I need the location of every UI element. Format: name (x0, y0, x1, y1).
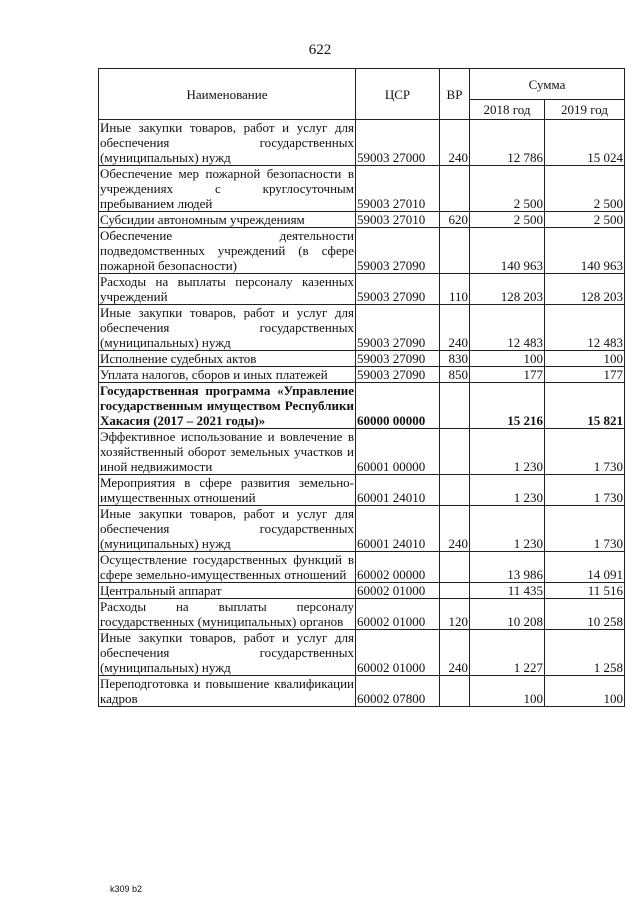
row-sum-2018: 10 208 (470, 599, 545, 630)
footer-code: k309 b2 (110, 884, 143, 894)
row-name: Расходы на выплаты персоналу казенных учреждений (100, 274, 354, 304)
table-row (99, 228, 625, 274)
row-sum-2018: 100 (470, 676, 545, 707)
header-year-2018: 2018 год (470, 100, 545, 120)
row-name: Осуществление государственных функций в сфере земельно-имущественных отношений (100, 552, 354, 582)
row-sum-2018: 100 (470, 351, 545, 367)
row-name: Иные закупки товаров, работ и услуг для обеспечения государственных (муниципальных) нужд (100, 120, 354, 165)
row-csr: 59003 27000 (356, 120, 440, 166)
header-csr: ЦСР (356, 69, 440, 120)
row-sum-2019: 100 (545, 351, 625, 367)
row-sum-2018: 11 435 (470, 583, 545, 599)
row-name: Субсидии автономным учреждениям (99, 212, 356, 228)
row-csr: 60002 01000 (356, 599, 440, 630)
row-sum-2019: 2 500 (545, 212, 625, 228)
row-name: Уплата налогов, сборов и иных платежей (99, 367, 356, 383)
row-vr: 240 (440, 630, 470, 676)
row-sum-2019: 177 (545, 367, 625, 383)
row-sum-2019: 14 091 (545, 552, 625, 583)
row-name: Иные закупки товаров, работ и услуг для обеспечения государственных (муниципальных) нужд (100, 630, 354, 675)
table-row (99, 212, 625, 228)
row-name: Обеспечение деятельности подведомственных учреждений (в сфере пожарной безопасности) (100, 228, 354, 273)
row-sum-2019: 15 024 (545, 120, 625, 166)
row-vr (440, 583, 470, 599)
table-row (99, 552, 625, 583)
table-row (99, 120, 625, 166)
row-csr: 60001 00000 (356, 429, 440, 475)
header-name: Наименование (99, 69, 356, 120)
row-sum-2018: 1 227 (470, 630, 545, 676)
row-name: Иные закупки товаров, работ и услуг для обеспечения государственных (муниципальных) нужд (100, 506, 354, 551)
row-csr: 60002 01000 (356, 583, 440, 599)
row-csr: 60002 00000 (356, 552, 440, 583)
row-csr: 59003 27090 (356, 274, 440, 305)
row-sum-2019: 1 730 (545, 506, 625, 552)
row-vr (440, 166, 470, 212)
row-name: Государственная программа «Управление государственным имуществом Республики Хакасия (2017 – 2021 годы)» (100, 383, 354, 428)
row-sum-2019: 10 258 (545, 599, 625, 630)
row-name: Эффективное использование и вовлечение в хозяйственный оборот земельных участков и иной недвижимости (100, 429, 354, 474)
row-name: Обеспечение мер пожарной безопасности в учреждениях с круглосуточным пребыванием людей (100, 166, 354, 211)
row-sum-2019: 100 (545, 676, 625, 707)
row-sum-2019: 11 516 (545, 583, 625, 599)
table-row (99, 506, 625, 552)
row-sum-2018: 128 203 (470, 274, 545, 305)
row-sum-2018: 2 500 (470, 166, 545, 212)
row-vr: 850 (440, 367, 470, 383)
table-row (99, 475, 625, 506)
row-sum-2019: 128 203 (545, 274, 625, 305)
row-name: Переподготовка и повышение квалификации кадров (100, 676, 354, 706)
row-sum-2018: 1 230 (470, 429, 545, 475)
header-year-2019: 2019 год (545, 100, 625, 120)
page-number: 622 (308, 42, 332, 58)
row-csr: 59003 27090 (356, 367, 440, 383)
row-name: Исполнение судебных актов (99, 351, 356, 367)
row-csr: 60002 01000 (356, 630, 440, 676)
row-csr: 60000 00000 (356, 383, 440, 429)
table-row (99, 630, 625, 676)
row-sum-2019: 140 963 (545, 228, 625, 274)
table-row (99, 383, 625, 429)
table-row (99, 676, 625, 707)
row-csr: 59003 27090 (356, 305, 440, 351)
row-sum-2019: 2 500 (545, 166, 625, 212)
row-sum-2019: 15 821 (545, 383, 625, 429)
row-sum-2018: 13 986 (470, 552, 545, 583)
row-sum-2019: 1 730 (545, 475, 625, 506)
row-vr (440, 552, 470, 583)
table-row (99, 351, 625, 367)
table-row (99, 583, 625, 599)
row-csr: 59003 27010 (356, 166, 440, 212)
table-row (99, 599, 625, 630)
row-sum-2018: 12 786 (470, 120, 545, 166)
row-vr: 620 (440, 212, 470, 228)
table-row (99, 429, 625, 475)
row-vr (440, 475, 470, 506)
row-name: Центральный аппарат (99, 583, 356, 599)
header-vr: ВР (440, 69, 470, 120)
row-sum-2019: 12 483 (545, 305, 625, 351)
table-header-row (99, 69, 625, 100)
row-vr: 240 (440, 120, 470, 166)
row-name: Иные закупки товаров, работ и услуг для обеспечения государственных (муниципальных) нужд (100, 305, 354, 350)
row-csr: 60001 24010 (356, 475, 440, 506)
budget-table (98, 68, 625, 707)
row-name: Расходы на выплаты персоналу государственных (муниципальных) органов (100, 599, 354, 629)
row-sum-2018: 177 (470, 367, 545, 383)
row-vr: 240 (440, 305, 470, 351)
row-vr: 110 (440, 274, 470, 305)
header-sum: Сумма (470, 69, 625, 100)
row-csr: 59003 27090 (356, 228, 440, 274)
row-vr: 830 (440, 351, 470, 367)
row-sum-2018: 15 216 (470, 383, 545, 429)
row-sum-2018: 1 230 (470, 475, 545, 506)
row-sum-2018: 12 483 (470, 305, 545, 351)
row-sum-2019: 1 730 (545, 429, 625, 475)
row-sum-2018: 140 963 (470, 228, 545, 274)
row-vr (440, 429, 470, 475)
table-row (99, 166, 625, 212)
row-vr: 120 (440, 599, 470, 630)
row-csr: 60002 07800 (356, 676, 440, 707)
row-csr: 59003 27090 (356, 351, 440, 367)
row-csr: 60001 24010 (356, 506, 440, 552)
row-sum-2018: 1 230 (470, 506, 545, 552)
row-vr (440, 228, 470, 274)
table-row (99, 274, 625, 305)
row-sum-2018: 2 500 (470, 212, 545, 228)
row-vr (440, 383, 470, 429)
table-row (99, 305, 625, 351)
row-sum-2019: 1 258 (545, 630, 625, 676)
row-csr: 59003 27010 (356, 212, 440, 228)
row-name: Мероприятия в сфере развития земельно-имущественных отношений (100, 475, 354, 505)
row-vr: 240 (440, 506, 470, 552)
table-row (99, 367, 625, 383)
row-vr (440, 676, 470, 707)
